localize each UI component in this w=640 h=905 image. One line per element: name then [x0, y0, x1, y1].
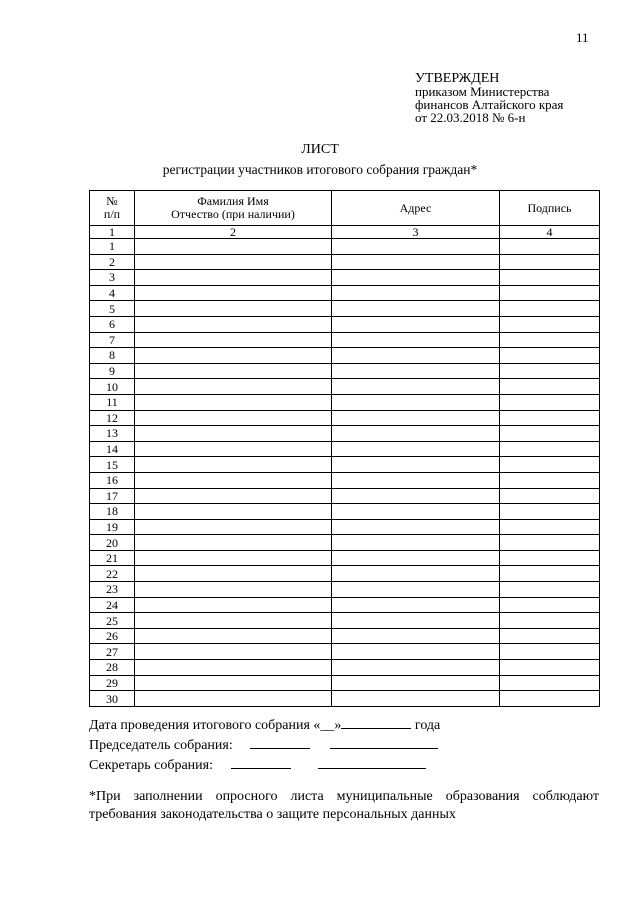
chair-signature-field[interactable] [250, 736, 310, 749]
row-number: 17 [90, 488, 135, 504]
approval-line: финансов Алтайского края [415, 97, 564, 112]
name-cell[interactable] [135, 332, 332, 348]
row-number: 6 [90, 316, 135, 332]
approval-block [415, 72, 563, 124]
row-number: 20 [90, 535, 135, 551]
signature-cell[interactable] [500, 488, 600, 504]
signature-cell[interactable] [500, 285, 600, 301]
name-cell[interactable] [135, 254, 332, 270]
column-number: 4 [500, 226, 600, 239]
address-cell[interactable] [332, 597, 500, 613]
signature-cell[interactable] [500, 254, 600, 270]
address-cell[interactable] [332, 550, 500, 566]
name-cell[interactable] [135, 613, 332, 629]
chair-label: Председатель собрания: [89, 738, 233, 753]
row-number: 13 [90, 426, 135, 442]
address-cell[interactable] [332, 332, 500, 348]
column-number-row [90, 226, 600, 239]
name-cell[interactable] [135, 550, 332, 566]
signature-cell[interactable] [500, 504, 600, 520]
column-number: 1 [90, 226, 135, 239]
registration-table [89, 190, 600, 707]
table-row [90, 363, 600, 379]
address-cell[interactable] [332, 410, 500, 426]
signature-cell[interactable] [500, 519, 600, 535]
name-cell[interactable] [135, 379, 332, 395]
signature-cell[interactable] [500, 426, 600, 442]
address-cell[interactable] [332, 270, 500, 286]
signature-cell[interactable] [500, 270, 600, 286]
table-row [90, 239, 600, 255]
row-number: 7 [90, 332, 135, 348]
table-row [90, 628, 600, 644]
secretary-label: Секретарь собрания: [89, 758, 213, 773]
column-number: 2 [135, 226, 332, 239]
signature-cell[interactable] [500, 582, 600, 598]
row-number: 1 [90, 239, 135, 255]
column-number: 3 [332, 226, 500, 239]
row-number: 23 [90, 582, 135, 598]
row-number: 22 [90, 566, 135, 582]
name-cell[interactable] [135, 582, 332, 598]
address-cell[interactable] [332, 613, 500, 629]
row-number: 12 [90, 410, 135, 426]
table-row [90, 270, 600, 286]
signature-cell[interactable] [500, 660, 600, 676]
table-row [90, 504, 600, 520]
table-row [90, 675, 600, 691]
name-cell[interactable] [135, 394, 332, 410]
address-cell[interactable] [332, 426, 500, 442]
table-row [90, 582, 600, 598]
table-row [90, 379, 600, 395]
header-name-line2: Отчество (при наличии) [171, 207, 295, 221]
table-row [90, 410, 600, 426]
table-row [90, 535, 600, 551]
address-cell[interactable] [332, 566, 500, 582]
footnote: *При заполнении опросного листа муниципальные образования соблюдают требования законодательства о защите персональных данных [89, 789, 599, 822]
row-number: 2 [90, 254, 135, 270]
table-row [90, 488, 600, 504]
header-name-line1: Фамилия Имя [197, 194, 269, 208]
signature-cell[interactable] [500, 410, 600, 426]
table-row [90, 597, 600, 613]
name-cell[interactable] [135, 363, 332, 379]
approval-heading: УТВЕРЖДЕН [415, 71, 500, 86]
table-row [90, 613, 600, 629]
approval-line: приказом Министерства [415, 84, 550, 99]
signature-cell[interactable] [500, 691, 600, 707]
row-number: 21 [90, 550, 135, 566]
footer-block [89, 716, 440, 776]
name-cell[interactable] [135, 566, 332, 582]
signature-cell[interactable] [500, 597, 600, 613]
table-row [90, 426, 600, 442]
address-cell[interactable] [332, 582, 500, 598]
secretary-line [89, 756, 440, 776]
address-cell[interactable] [332, 441, 500, 457]
table-row [90, 348, 600, 364]
row-number: 9 [90, 363, 135, 379]
signature-cell[interactable] [500, 472, 600, 488]
row-number: 16 [90, 472, 135, 488]
name-cell[interactable] [135, 472, 332, 488]
header-number-abbr: п/п [103, 207, 121, 221]
row-number: 5 [90, 301, 135, 317]
row-number: 27 [90, 644, 135, 660]
table-row [90, 550, 600, 566]
row-number: 19 [90, 519, 135, 535]
address-cell[interactable] [332, 504, 500, 520]
name-cell[interactable] [135, 285, 332, 301]
row-number: 26 [90, 628, 135, 644]
page-number: 11 [576, 30, 589, 45]
chair-line [89, 736, 440, 756]
signature-cell[interactable] [500, 535, 600, 551]
name-cell[interactable] [135, 239, 332, 255]
address-cell[interactable] [332, 535, 500, 551]
address-cell[interactable] [332, 301, 500, 317]
signature-cell[interactable] [500, 379, 600, 395]
name-cell[interactable] [135, 504, 332, 520]
signature-cell[interactable] [500, 301, 600, 317]
name-cell[interactable] [135, 441, 332, 457]
address-cell[interactable] [332, 316, 500, 332]
name-cell[interactable] [135, 644, 332, 660]
table-row [90, 566, 600, 582]
signature-cell[interactable] [500, 332, 600, 348]
signature-cell[interactable] [500, 348, 600, 364]
signature-cell[interactable] [500, 628, 600, 644]
secretary-signature-field[interactable] [231, 756, 291, 769]
address-cell[interactable] [332, 644, 500, 660]
row-number: 4 [90, 285, 135, 301]
table-row [90, 691, 600, 707]
row-number: 25 [90, 613, 135, 629]
row-number: 3 [90, 270, 135, 286]
signature-cell[interactable] [500, 316, 600, 332]
address-cell[interactable] [332, 519, 500, 535]
table-row [90, 285, 600, 301]
row-number: 15 [90, 457, 135, 473]
address-cell[interactable] [332, 488, 500, 504]
table-row [90, 457, 600, 473]
name-cell[interactable] [135, 301, 332, 317]
name-cell[interactable] [135, 410, 332, 426]
address-cell[interactable] [332, 472, 500, 488]
table-row [90, 316, 600, 332]
document-title [0, 140, 640, 180]
name-cell[interactable] [135, 488, 332, 504]
address-cell[interactable] [332, 239, 500, 255]
table-header-row [90, 191, 600, 226]
signature-cell[interactable] [500, 457, 600, 473]
name-cell[interactable] [135, 426, 332, 442]
table-row [90, 472, 600, 488]
header-full-name [135, 191, 332, 226]
header-address: Адрес [332, 191, 500, 226]
table-body [90, 239, 600, 707]
name-cell[interactable] [135, 270, 332, 286]
address-cell[interactable] [332, 285, 500, 301]
signature-cell[interactable] [500, 239, 600, 255]
address-cell[interactable] [332, 254, 500, 270]
signature-cell[interactable] [500, 566, 600, 582]
row-number: 18 [90, 504, 135, 520]
row-number: 30 [90, 691, 135, 707]
meeting-date-label: Дата проведения итогового собрания [89, 718, 310, 733]
header-number [90, 191, 135, 226]
row-number: 28 [90, 660, 135, 676]
name-cell[interactable] [135, 675, 332, 691]
row-number: 29 [90, 675, 135, 691]
table-row [90, 332, 600, 348]
approval-line: от 22.03.2018 № 6-н [415, 110, 526, 125]
address-cell[interactable] [332, 660, 500, 676]
signature-cell[interactable] [500, 644, 600, 660]
row-number: 11 [90, 394, 135, 410]
address-cell[interactable] [332, 363, 500, 379]
table-row [90, 519, 600, 535]
signature-cell[interactable] [500, 441, 600, 457]
signature-cell[interactable] [500, 675, 600, 691]
row-number: 14 [90, 441, 135, 457]
name-cell[interactable] [135, 519, 332, 535]
address-cell[interactable] [332, 348, 500, 364]
chair-name-field[interactable] [330, 736, 438, 749]
meeting-date-line [89, 716, 440, 736]
table-row [90, 441, 600, 457]
name-cell[interactable] [135, 535, 332, 551]
name-cell[interactable] [135, 660, 332, 676]
header-signature: Подпись [500, 191, 600, 226]
row-number: 8 [90, 348, 135, 364]
signature-cell[interactable] [500, 394, 600, 410]
table-row [90, 394, 600, 410]
name-cell[interactable] [135, 597, 332, 613]
address-cell[interactable] [332, 379, 500, 395]
address-cell[interactable] [332, 457, 500, 473]
title-sub: регистрации участников итогового собрания граждан* [162, 162, 478, 177]
secretary-name-field[interactable] [318, 756, 426, 769]
meeting-date-field[interactable] [341, 716, 411, 729]
table-row [90, 660, 600, 676]
row-number: 24 [90, 597, 135, 613]
row-number: 10 [90, 379, 135, 395]
name-cell[interactable] [135, 316, 332, 332]
address-cell[interactable] [332, 675, 500, 691]
address-cell[interactable] [332, 628, 500, 644]
table-row [90, 301, 600, 317]
name-cell[interactable] [135, 348, 332, 364]
address-cell[interactable] [332, 394, 500, 410]
address-cell[interactable] [332, 691, 500, 707]
signature-cell[interactable] [500, 613, 600, 629]
table-row [90, 254, 600, 270]
name-cell[interactable] [135, 457, 332, 473]
name-cell[interactable] [135, 691, 332, 707]
meeting-date-quote: «__» [313, 718, 342, 733]
signature-cell[interactable] [500, 363, 600, 379]
table-row [90, 644, 600, 660]
signature-cell[interactable] [500, 550, 600, 566]
name-cell[interactable] [135, 628, 332, 644]
title-main: ЛИСТ [301, 142, 339, 157]
meeting-date-suffix: года [414, 718, 441, 733]
header-number-symbol: № [106, 194, 118, 208]
